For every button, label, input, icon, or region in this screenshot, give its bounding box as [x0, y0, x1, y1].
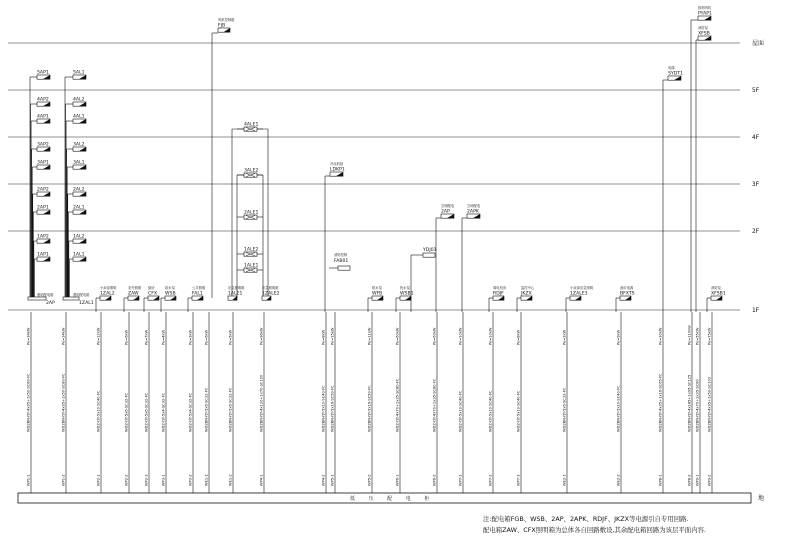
main-bus: [18, 493, 764, 503]
feeder-rating: Pe=8kW: [516, 329, 521, 345]
feeder-circuit: WP8-2: [687, 474, 692, 486]
box-name: 3AP2: [37, 142, 49, 148]
stack-a-base-name: 2AP: [46, 301, 55, 306]
feeder-cable: WDZBN-YJY-4x185+1x95-SC125: [687, 374, 692, 432]
box-name: 2AP2: [37, 187, 49, 193]
notes: [483, 514, 783, 536]
feeder-rating: Pe=110kW: [687, 325, 692, 345]
feeder-rating: Pe=10kW: [458, 327, 463, 345]
floor-lines: [8, 39, 764, 314]
box-caption: 风机控制箱: [218, 18, 235, 22]
box-name: 5AP1: [37, 70, 49, 76]
feeder-rating: Pe=5kW: [228, 329, 233, 345]
feeder-rating: Pe=55kW: [695, 327, 700, 345]
feeder-circuit: WP2-1: [96, 474, 101, 486]
box-name: BFXTS: [620, 291, 635, 297]
feeder-cable: WDZBN-YJY-5x6-SC32-FC: [228, 387, 233, 432]
box-name: 1AP1: [37, 252, 49, 258]
feeder-circuit: WP5-2: [367, 474, 372, 486]
box-caption: 空调配电: [441, 204, 455, 208]
emergency-box-name: 3ALE2: [244, 168, 259, 174]
floor-label: 1F: [752, 307, 760, 314]
feeder-rating: Pe=11kW: [367, 327, 372, 345]
box-caption: 排水泵: [372, 286, 382, 290]
feeder-rating: Pe=6kW: [204, 329, 209, 345]
feeder-cable: WDZBN-YJY-5x10-SC40-FC: [616, 385, 621, 432]
feeder-rating: Pe=12kW: [96, 327, 101, 345]
feeder-circuit: WP4-2: [321, 474, 326, 486]
feeder-circuit: WP3-2: [188, 474, 193, 486]
floor-label: 屋面: [752, 40, 765, 47]
feeder-circuit: WP5-1: [330, 474, 335, 486]
feeder-rating: Pe=2kW: [562, 329, 567, 345]
box-caption: 小卖部照明: [100, 286, 117, 290]
feeder-cable: WDZ-YJY-5x10-SC40-FC: [516, 390, 521, 432]
feeder-circuit: WE1-2: [228, 474, 233, 486]
feeder-cable: WDZ-YJY-4x70+1x35-SC80-FC: [395, 378, 400, 432]
box-name: 2AL2: [73, 187, 85, 193]
box-caption: 监控中心: [521, 286, 535, 290]
feeder-rating: Pe=15kW: [330, 327, 335, 345]
feeder-rating: Pe=75kW: [707, 327, 712, 345]
floor-label: 3F: [752, 181, 760, 188]
box-name: 1ALE1: [228, 291, 243, 297]
box-name: 2APK: [467, 209, 479, 215]
small-box: [423, 253, 435, 257]
box-name: WFB: [372, 291, 383, 297]
feeder-rating: Pe=10kW: [488, 327, 493, 345]
stack-b-base-caption: 照明配电箱: [73, 293, 90, 297]
feeder-rating: Pe=60kW: [432, 327, 437, 345]
box-caption: 小卖部应急照明: [570, 286, 594, 290]
box-caption: 冷冻机组: [330, 162, 344, 166]
box-name: 1ZALE3: [570, 291, 588, 297]
feeder-rating: Pe=30kW: [658, 327, 663, 345]
mid-box-name: FAB01: [334, 259, 349, 264]
feeder-circuit: WE1-1: [204, 474, 209, 486]
box-name: 5AL1: [73, 70, 85, 76]
box-name: 4AL1: [73, 114, 85, 120]
box-caption: 排烟风机: [698, 6, 712, 10]
feeder-cable: WDZ-YJY-5x4-SC32-FC: [161, 392, 166, 432]
box-caption: 备用电源: [620, 286, 634, 290]
feeder-cable: WDZBN-YJY-5x16-SC50-FC: [330, 385, 335, 432]
box-caption: 消防泵: [711, 286, 721, 290]
feeder-cable: WDZBN-YJY-5x6-SC32-FC: [204, 387, 209, 432]
stack-c-caption: 应急照明箱: [228, 286, 245, 290]
note-line-2: 配电箱ZAW、CFX照明箱为总体各自回路敷设,其余配电箱回路为该层平面内容.: [483, 526, 707, 534]
box-caption: 室外照明: [128, 286, 142, 290]
box-name: 1ZAL2: [100, 291, 115, 297]
feeder-circuit: WP6-1: [395, 474, 400, 486]
feeder-cable: WDZBN-YJY-4x95+1x50-SC100: [707, 376, 712, 432]
feeder-circuit: WP7-1: [458, 474, 463, 486]
feeder-circuit: WP7-2: [488, 474, 493, 486]
floor-label: 4F: [752, 134, 760, 141]
note-line-1: 注:配电箱FGB、WSB、2AP、2APK、RDJF、JKZX等电源引自专用回路.: [483, 515, 689, 523]
box-name: 2AP1: [37, 205, 49, 211]
feeder-cable: WDZBN-YJY-4x95+1x50-SC80-FC: [61, 373, 66, 432]
box-name: PYAP1: [698, 11, 712, 17]
box-name: FJB: [218, 23, 226, 29]
feeder-circuit: WP3-1: [161, 474, 166, 486]
main-bus-label: 低 压 配 电 柜: [350, 496, 436, 502]
feeder-circuit: WP9-1: [695, 474, 700, 486]
box-name: 1AL2: [73, 234, 85, 240]
feeder-circuit: WP4-1: [259, 474, 264, 486]
box-caption: 热水泵: [400, 286, 410, 290]
feeder-cable: WDZBN-YJY-5x16-SC50-FC: [367, 385, 372, 432]
mid-box: [338, 266, 350, 270]
feeder-cable: WDZ-YJY-5x4-SC32-FC: [188, 392, 193, 432]
box-caption: 应急照明箱: [262, 286, 279, 290]
box-name: CFX: [148, 291, 157, 297]
feeder-rating: Pe=34kW: [61, 327, 66, 345]
feeder-circuit: WE2-1: [562, 474, 567, 486]
box-name: 2AL1: [73, 205, 85, 211]
feeder-cable: WDZ-YJY-5x6-SC32-FC: [124, 392, 129, 432]
feeder-rating: Pe=9kW: [616, 329, 621, 345]
stack-a-base-caption: 照明配电箱: [37, 293, 54, 297]
box-name: 3AP1: [37, 160, 49, 166]
feeder-cable: WDZBN-YJY-4x120+1x70-SC100: [259, 374, 264, 432]
feeder-rating: Pe=3kW: [188, 329, 193, 345]
box-name: RDJF: [493, 291, 504, 297]
box-name: 1AL1: [73, 252, 85, 258]
feeder-cable: WDZ-YJY-5x6-SC32-FC: [144, 392, 149, 432]
box-caption: 弱电机房: [493, 286, 507, 290]
box-name: SYDT1: [668, 71, 683, 77]
distribution-boxes: [28, 5, 726, 306]
box-name: 4AP2: [37, 97, 49, 103]
feeder-cable: WDZ-YJY-4x70+1x35-SC80-FC: [432, 378, 437, 432]
feeder-circuit: WP7-3: [516, 474, 521, 486]
box-name: WSB: [165, 291, 176, 297]
feeder-rating: Pe=60kW: [395, 327, 400, 345]
box-name: 4AL2: [73, 97, 85, 103]
box-name: 2AP: [441, 209, 450, 215]
box-caption: 空调配电: [467, 204, 481, 208]
box-name: ZAW: [128, 291, 139, 297]
emergency-box-name: 1ALE1: [244, 263, 259, 269]
feeder-rating: Pe=96kW: [259, 327, 264, 345]
box-name: 3AL1: [73, 160, 85, 166]
box-name: 1AP2: [37, 234, 49, 240]
feeder-circuit: WP9-2: [707, 474, 712, 486]
feeder-circuit: WP1-2: [61, 474, 66, 486]
box-caption: 电梯: [668, 66, 675, 70]
emergency-box-name: 2ALE1: [244, 210, 259, 216]
box-caption: 公共照明: [192, 286, 206, 290]
box-name: 4AP1: [37, 114, 49, 120]
feeder-circuit: WE2-2: [616, 474, 621, 486]
box-name: JKZX: [521, 291, 532, 297]
stack-b-base: [63, 297, 79, 300]
feeder-rating: Pe=6kW: [124, 329, 129, 345]
box-name: 3AL2: [73, 142, 85, 148]
box-caption: 消防泵: [698, 26, 708, 30]
feeder-cable: WDZ-YJY-5x10-SC40-FC: [96, 390, 101, 432]
emergency-box-name: 4ALE1: [244, 122, 259, 128]
box-name: WSB1: [400, 291, 414, 297]
feeder-rating: Pe=7kW: [144, 329, 149, 345]
feeder-circuit: WP1-1: [26, 474, 31, 486]
box-name: XFSB: [698, 31, 710, 37]
mid-box-caption: 消防控制: [334, 253, 348, 257]
small-box-name: YDJ01: [423, 248, 437, 253]
feeder-cable: WDZBN-YJY-4x70+1x35-SC80: [695, 379, 700, 432]
feeder-cable: WDZBN-YJY-5x6-SC32-FC: [562, 387, 567, 432]
emergency-box-name: 1ALE2: [244, 247, 259, 253]
stack-b-base-name: 1ZAL1: [79, 301, 94, 306]
feeder-circuit: WP2-2: [124, 474, 129, 486]
feeder-rating: Pe=4kW: [161, 329, 166, 345]
floor-label: 5F: [752, 87, 760, 94]
box-caption: 给水泵: [165, 286, 175, 290]
feeder-rating: Pe=34kW: [26, 327, 31, 345]
box-name: 1ZALE2: [262, 291, 280, 297]
feeder-circuit: WP8-1: [658, 474, 663, 486]
feeder-cable: WDZBN-YJY-4x95+1x50-SC80-FC: [26, 373, 31, 432]
box-name: LDKP1: [330, 167, 345, 173]
feeder-circuit: WP2-3: [144, 474, 149, 486]
box-name: FAL1: [192, 291, 203, 297]
ground-label: 地: [758, 495, 765, 502]
box-caption: 厨房: [148, 286, 155, 290]
box-name: XFSB1: [711, 291, 726, 297]
feeder-cable: WDZ-YJY-5x10-SC40-FC: [458, 390, 463, 432]
feeder-cable: WDZ-YJY-5x10-SC40-FC: [488, 390, 493, 432]
floor-label: 2F: [752, 228, 760, 235]
feeder-rating: Pe=8kW: [321, 329, 326, 345]
stack-a-base: [28, 297, 46, 300]
feeder-circuit: WP6-2: [432, 474, 437, 486]
feeder-cable: WDZBN-YJY-4x35+1x16-SC65-FC: [658, 373, 663, 432]
feeder-cable: WDZBN-YJY-5x10-SC40-FC: [321, 385, 326, 432]
